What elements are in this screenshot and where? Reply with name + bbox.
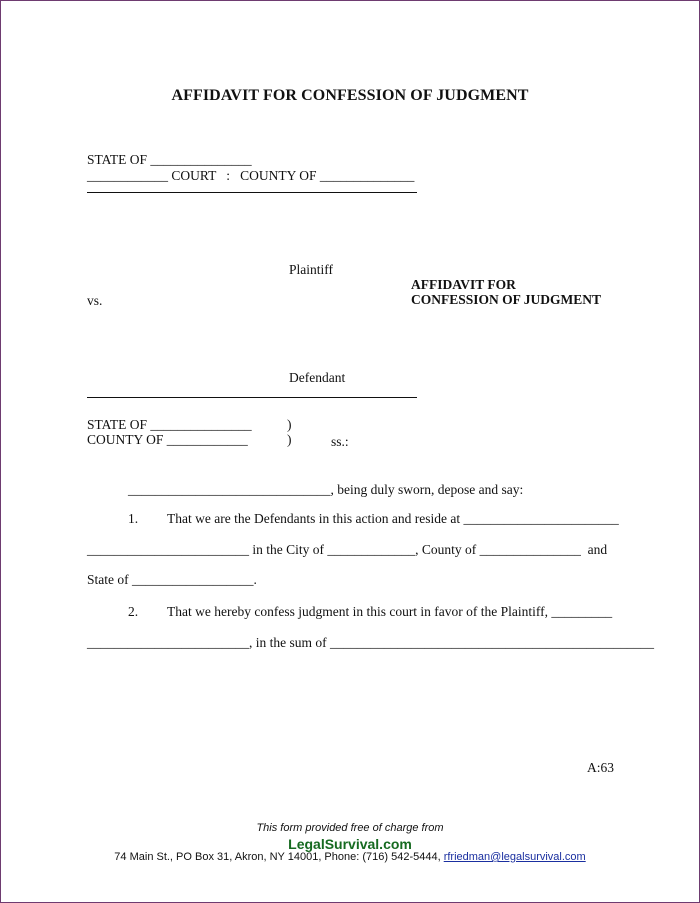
sworn-statement: ______________________________, being duly sworn, depose and say: xyxy=(128,482,524,497)
footer-address: 74 Main St., PO Box 31, Akron, NY 14001, Phone: (716) 542-5444, xyxy=(114,851,444,863)
defendant-label: Defendant xyxy=(289,370,346,385)
footer-provided: This form provided free of charge from xyxy=(256,822,444,834)
footer-site-link[interactable]: LegalSurvival.com xyxy=(288,836,412,852)
side-title-line-1: AFFIDAVIT FOR xyxy=(411,277,516,292)
paragraph-1-line-1: That we are the Defendants in this action and reside at _______________________ xyxy=(167,511,619,526)
caption-court-line: ____________ COURT : COUNTY OF ______________ xyxy=(87,168,415,183)
venue-paren-1: ) xyxy=(287,417,292,432)
document-title: AFFIDAVIT FOR CONFESSION OF JUDGMENT xyxy=(171,87,529,104)
venue-ss: ss.: xyxy=(331,434,349,449)
form-number: A:63 xyxy=(587,760,614,775)
paragraph-1-line-3: State of __________________. xyxy=(87,572,257,587)
venue-state: STATE OF _______________ xyxy=(87,417,252,432)
plaintiff-label: Plaintiff xyxy=(289,262,334,277)
caption-state-line: STATE OF _______________ xyxy=(87,152,252,167)
paragraph-1-number: 1. xyxy=(128,511,139,526)
paragraph-2-line-1: That we hereby confess judgment in this court in favor of the Plaintiff, _________ xyxy=(167,604,613,619)
footer-email-link[interactable]: rfriedman@legalsurvival.com xyxy=(443,851,586,863)
paragraph-2-number: 2. xyxy=(128,604,139,619)
caption-rule-bottom xyxy=(87,397,417,398)
caption-rule-top xyxy=(87,192,417,193)
footer-contact xyxy=(0,851,700,863)
venue-county: COUNTY OF ____________ xyxy=(87,432,248,447)
paragraph-1-line-2: ________________________ in the City of _____________, County of _______________ and xyxy=(87,542,608,557)
side-title-line-2: CONFESSION OF JUDGMENT xyxy=(411,292,602,307)
paragraph-2-line-2: ________________________, in the sum of ________________________________________________ xyxy=(87,635,654,650)
vs-label: vs. xyxy=(87,293,103,308)
venue-paren-2: ) xyxy=(287,432,292,447)
